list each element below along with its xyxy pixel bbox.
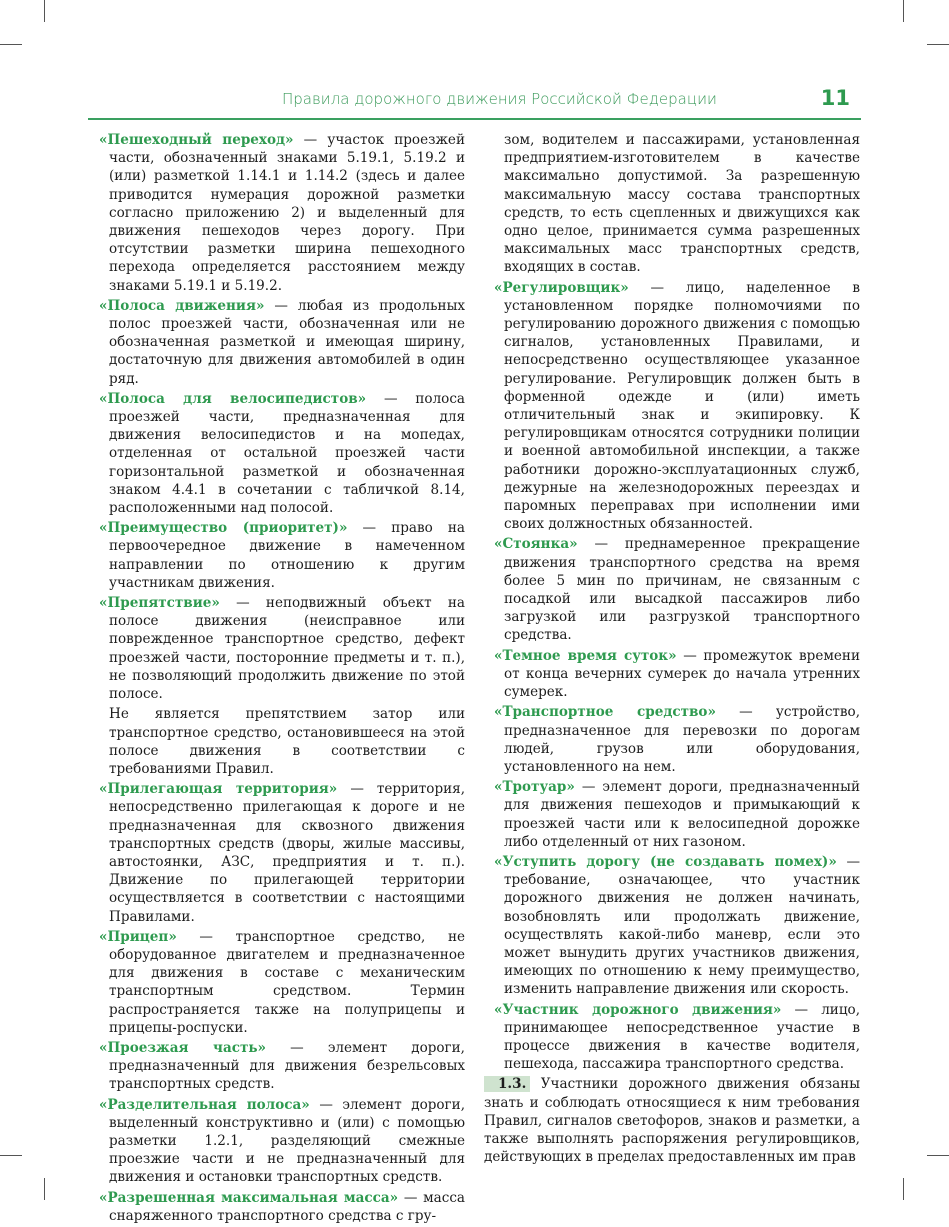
left-column — [89, 131, 465, 1227]
definition-term: «Тротуар» — [494, 779, 575, 796]
definition-term: «Полоса для велосипедистов» — [99, 390, 367, 407]
definition-text: — неподвижный объект на полосе движения (неисправное или поврежденное транспортное средство, дефект проезжей части, посторонние предметы и т. п.), не позволяющий продолжить движение по этой полосе. — [109, 595, 465, 703]
definition-paragraph — [89, 594, 465, 703]
section-text: Участники дорожного движения обязаны знать и соблюдать относящиеся к ним требования Правил, сигналов светофоров, знаков и разметки, а также выполнять распоряжения регулировщиков, действующих в пределах предоставленных им прав — [484, 1076, 860, 1166]
definition-term: «Полоса движения» — [99, 297, 265, 314]
crop-mark-bottom-right-h — [927, 1155, 949, 1156]
definition-paragraph — [89, 1039, 465, 1094]
definition-paragraph — [89, 1189, 465, 1225]
definition-paragraph — [484, 1001, 860, 1074]
crop-mark-bottom-left — [44, 1178, 45, 1200]
definition-term: «Проезжая часть» — [99, 1039, 267, 1056]
definition-term: «Стоянка» — [494, 536, 578, 553]
definition-paragraph — [484, 778, 860, 851]
definition-paragraph — [484, 535, 860, 644]
crop-mark-bottom-left-h — [0, 1155, 22, 1156]
definition-text: — территория, непосредственно прилегающая к дороге и не предназначенная для сквозного движения транспортных средств (дворы, жилые массивы, автостоянки, АЗС, предприятия и т. п.). Движение по прилегающей территории осуществляется в соответствии с настоящими Правилами. — [109, 781, 466, 925]
running-header-title: Правила дорожного движения Российской Федерации — [282, 90, 717, 108]
definition-text: — элемент дороги, выделенный конструктивно и (или) с помощью разметки 1.2.1, разделяющий смежные проезжие части и не предназначенный для движения и остановки транспортных средств. — [109, 1096, 465, 1186]
definition-paragraph — [89, 519, 465, 592]
definition-text: — право на первоочередное движение в намеченном направлении по отношению к другим участникам движения. — [109, 520, 465, 591]
definition-text: — преднамеренное прекращение движения транспортного средства на время более 5 мин по причинам, не связанным с посадкой или высадкой пассажиров либо загрузкой или разгрузкой транспортного средства. — [504, 536, 860, 644]
crop-mark-top-left-h — [0, 44, 22, 45]
definition-text: — требование, означающее, что участник дорожного движения не должен начинать, возобновлять или продолжать движение, осуществлять какой-либо маневр, если это может вынудить других участников движения, имеющих по отношению к нему преимущество, изменить направление движения или скорость. — [504, 853, 860, 998]
definition-paragraph — [89, 390, 465, 517]
crop-mark-top-right-h — [927, 44, 949, 45]
crop-mark-top-left — [44, 0, 45, 22]
section-1-3 — [484, 1075, 860, 1166]
definition-paragraph — [484, 703, 860, 776]
definition-term: «Прилегающая территория» — [99, 781, 338, 798]
crop-mark-top-right — [903, 0, 904, 22]
definition-paragraph — [484, 131, 860, 277]
page-number: 11 — [820, 86, 850, 110]
definition-term: «Разрешенная максимальная масса» — [99, 1189, 399, 1206]
definition-paragraph — [89, 297, 465, 388]
definition-text: — лицо, принимающее непосредственное участие в процессе движения в качестве водителя, пешехода, пассажира транспортного средства. — [504, 1001, 860, 1073]
definition-text: — промежуток времени от конца вечерних сумерек до начала утренних сумерек. — [504, 647, 860, 701]
definition-term: «Прицеп» — [99, 928, 177, 945]
section-number: 1.3. — [484, 1076, 530, 1092]
definition-term: «Пешеходный переход» — [99, 132, 294, 148]
definition-paragraph — [89, 1096, 465, 1187]
definition-text: — элемент дороги, предназначенный для движения пешеходов и примыкающий к проезжей части или к велосипедной дорожке либо отделенный от них газоном. — [504, 779, 860, 850]
definition-paragraph — [484, 647, 860, 702]
definition-paragraph — [89, 131, 465, 295]
definition-text: — устройство, предназначенное для перевозки по дорогам людей, грузов или оборудования, установленного на нем. — [504, 704, 860, 775]
definition-paragraph — [89, 705, 465, 778]
definition-term: «Разделительная полоса» — [99, 1096, 310, 1113]
crop-mark-bottom-right — [903, 1178, 904, 1200]
right-column — [484, 131, 860, 1166]
definition-text: — любая из продольных полос проезжей части, обозначенная или не обозначенная разметкой и имеющая ширину, достаточную для движения автомобилей в один ряд. — [109, 297, 465, 387]
header-rule — [88, 118, 861, 120]
definition-term: «Преимущество (приоритет)» — [99, 520, 348, 537]
definition-text: — лицо, наделенное в установленном порядке полномочиями по регулированию дорожного движения с помощью сигналов, установленных Правилами, и непосредственно осуществляющее указанное регулирование. Регулировщик должен быть в форменной одежде и (или) иметь отличительный знак и экипировку. К регулировщикам относятся сотрудники полиции и военной автомобильной инспекции, а также работники дорожно-эксплуатационных служб, дежурные на железнодорожных переездах и паромных переправах при исполнении ими своих должностных обязанностей. — [504, 279, 860, 533]
definition-text: — элемент дороги, предназначенный для движения безрельсовых транспортных средств. — [109, 1039, 465, 1093]
definition-term: «Регулировщик» — [494, 279, 629, 296]
definition-text: Не является препятствием затор или транспортное средство, остановившееся на этой полосе движения в соответствии с требованиями Правил. — [109, 706, 465, 777]
definition-paragraph — [484, 279, 860, 534]
definition-paragraph — [89, 928, 465, 1037]
definition-paragraph — [484, 853, 860, 999]
definition-term: «Транспортное средство» — [494, 704, 716, 721]
definition-term: «Уступить дорогу (не создавать помех)» — [494, 853, 837, 870]
definition-term: «Препятствие» — [99, 595, 220, 612]
right-column-definitions — [484, 131, 860, 1073]
definition-term: «Темное время суток» — [494, 647, 677, 664]
definition-text: — участок проезжей части, обозначенный знаками 5.19.1, 5.19.2 и (или) разметкой 1.14.1 и 1.14.2 (здесь и далее приводится нумерация дорожной разметки согласно приложению 2) и выделенный для движения пешеходов через дорогу. При отсутствии разметки ширина пешеходного перехода определяется расстоянием между знаками 5.19.1 и 5.19.2. — [109, 132, 465, 294]
definition-term: «Участник дорожного движения» — [494, 1001, 782, 1018]
definition-text: — транспортное средство, не оборудованное двигателем и предназначенное для движения в составе с механическим транспортным средством. Термин распространяется также на полуприцепы и прицепы-роспуски. — [109, 928, 465, 1036]
definition-text: — масса снаряженного транспортного средства с гру- — [109, 1189, 465, 1224]
definition-text: зом, водителем и пассажирами, установленная предприятием-изготовителем в качестве максимально допустимой. За разрешенную максимальную массу состава транспортных средств, то есть сцепленных и движущихся как одно целое, принимается сумма разрешенных максимальных масс транспортных средств, входящих в состав. — [504, 132, 860, 276]
definition-text: — полоса проезжей части, предназначенная для движения велосипедистов и на мопедах, отделенная от остальной проезжей части горизонтальной разметкой и обозначенная знаком 4.4.1 в сочетании с табличкой 8.14, расположенными над полосой. — [109, 390, 465, 517]
definition-paragraph — [89, 780, 465, 926]
